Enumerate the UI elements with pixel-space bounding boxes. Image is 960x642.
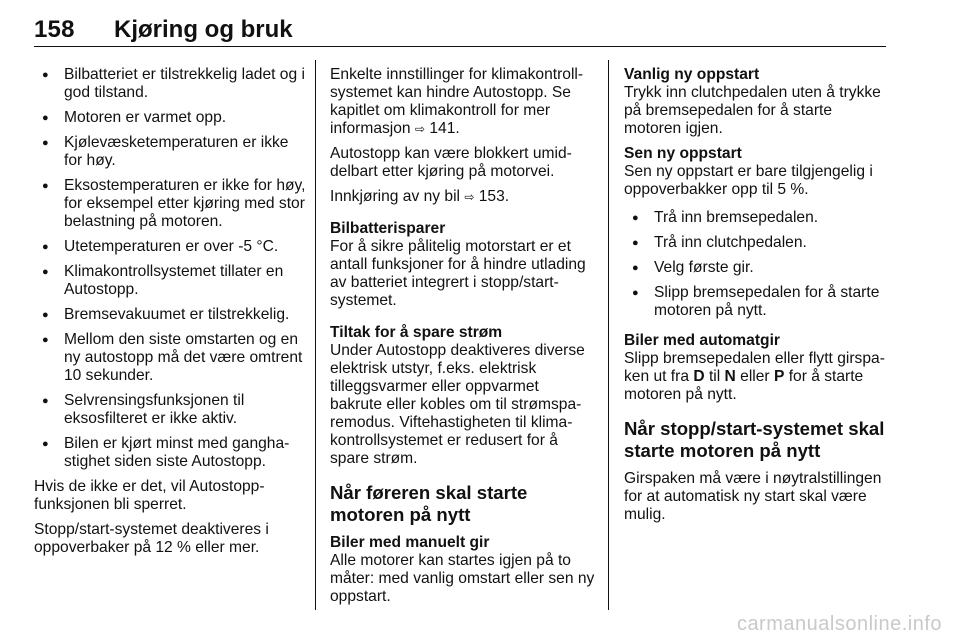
column-divider-2 [608, 60, 609, 610]
condition-list [34, 66, 306, 471]
bullet-icon: ● [42, 395, 49, 407]
page-reference-arrow-icon: ⇨ [414, 122, 425, 136]
list-item: ● Slipp bremsepedalen for å starte motoren på nytt. [632, 284, 880, 319]
paragraph: Alle motorer kan startes igjen på to måter: med vanlig omstart eller sen ny oppstart. [330, 552, 595, 605]
list-item: ● Velg første gir. [632, 259, 754, 276]
list-item: ● Trå inn clutchpedalen. [632, 234, 807, 251]
page-title: Kjøring og bruk [114, 16, 293, 43]
paragraph: Stopp/start-systemet deaktiveres i oppoverbaker på 12 % eller mer. [34, 521, 269, 556]
bullet-icon: ● [42, 309, 49, 321]
paragraph: Innkjøring av ny bil ⇨ 153. [330, 188, 510, 205]
list-item: ● Motoren er varmet opp. [42, 109, 227, 126]
paragraph: Under Autostopp deaktiveres diverse elektrisk utstyr, f.eks. elektrisk tilleggsvarmer eller oppvarmet bakrute eller kobles om til strømsparemodus. Viftehastigheten til klimakontrollsystemet er redusert for å spare strøm. [330, 342, 585, 467]
subheading-power-saving: Tiltak for å spare strøm [330, 324, 503, 341]
gear-letter: P [773, 368, 785, 385]
bullet-icon: ● [42, 112, 49, 124]
list-item: ● Bilen er kjørt minst med ganghastighet siden siste Autostopp. [42, 435, 290, 470]
list-item: ● Eksostemperaturen er ikke for høy, for eksempel etter kjøring med stor belastning på motoren. [42, 177, 306, 230]
paragraph: Girspaken må være i nøytralstillingen for at automatisk ny start skal være mulig. [624, 470, 882, 523]
bullet-icon: ● [42, 266, 49, 278]
paragraph: Enkelte innstillinger for klimakontrollsystemet kan hindre Autostopp. Se kapitlet om klimakontroll for mer informasjon ⇨ 141. [330, 66, 584, 137]
gear-letter: N [724, 368, 736, 385]
paragraph: Slipp bremsepedalen eller flytt girspaken ut fra D til N eller P for å starte motoren på nytt. [624, 350, 885, 403]
bullet-icon: ● [42, 137, 49, 149]
bullet-icon: ● [42, 180, 49, 192]
step-list [624, 209, 890, 320]
list-item: ● Kjølevæsketemperaturen er ikke for høy. [42, 134, 289, 169]
bullet-icon: ● [42, 438, 49, 450]
list-item: ● Bilbatteriet er tilstrekkelig ladet og i god tilstand. [42, 66, 305, 101]
section-heading: Når føreren skal starte motoren på nytt [330, 482, 528, 525]
bullet-icon: ● [42, 241, 49, 253]
subheading-manual-gear: Biler med manuelt gir [330, 534, 490, 551]
subheading-automatic-gear: Biler med automatgir [624, 332, 780, 349]
page-number: 158 [34, 16, 75, 43]
watermark: carmanualsonline.info [736, 613, 942, 635]
list-item: ● Trå inn bremsepedalen. [632, 209, 819, 226]
page-reference[interactable]: 153. [478, 188, 510, 205]
page-reference[interactable]: 141. [429, 120, 460, 137]
list-item: ● Selvrensingsfunksjonen til eksosfilteret er ikke aktiv. [42, 392, 245, 427]
column-1 [34, 66, 306, 564]
bullet-icon: ● [42, 69, 49, 81]
bullet-icon: ● [632, 237, 639, 249]
page-header [34, 14, 886, 47]
bullet-icon: ● [632, 212, 639, 224]
column-3 [624, 66, 890, 531]
paragraph: Autostopp kan være blokkert umiddelbart etter kjøring på motorvei. [330, 145, 572, 180]
column-2 [330, 66, 595, 613]
section-heading: Når stopp/start-systemet skal starte motoren på nytt [624, 418, 885, 461]
subheading-battery-saver: Bilbatterisparer [330, 220, 446, 237]
subheading-normal-restart: Vanlig ny oppstart [624, 66, 760, 83]
bullet-icon: ● [42, 334, 49, 346]
bullet-icon: ● [632, 287, 639, 299]
paragraph: Trykk inn clutchpedalen uten å trykke på bremsepedalen for å starte motoren igjen. [624, 84, 881, 137]
list-item: ● Utetemperaturen er over -5 °C. [42, 238, 279, 255]
gear-letter: D [693, 368, 705, 385]
list-item: ● Mellom den siste omstarten og en ny autostopp må det være omtrent 10 sekunder. [42, 331, 303, 384]
paragraph: For å sikre pålitelig motorstart er et antall funksjoner for å hindre utlading av batteriet integrert i stopp/start-systemet. [330, 238, 586, 309]
list-item: ● Klimakontrollsystemet tillater en Autostopp. [42, 263, 284, 298]
paragraph: Hvis de ikke er det, vil Autostopp-funksjonen bli sperret. [34, 478, 265, 513]
bullet-icon: ● [632, 262, 639, 274]
page-reference-arrow-icon: ⇨ [464, 190, 475, 204]
list-item: ● Bremsevakuumet er tilstrekkelig. [42, 306, 290, 323]
paragraph: Sen ny oppstart er bare tilgjengelig i oppoverbakker opp til 5 %. [624, 163, 873, 198]
column-divider-1 [315, 60, 316, 610]
subheading-late-restart: Sen ny oppstart [624, 145, 742, 162]
